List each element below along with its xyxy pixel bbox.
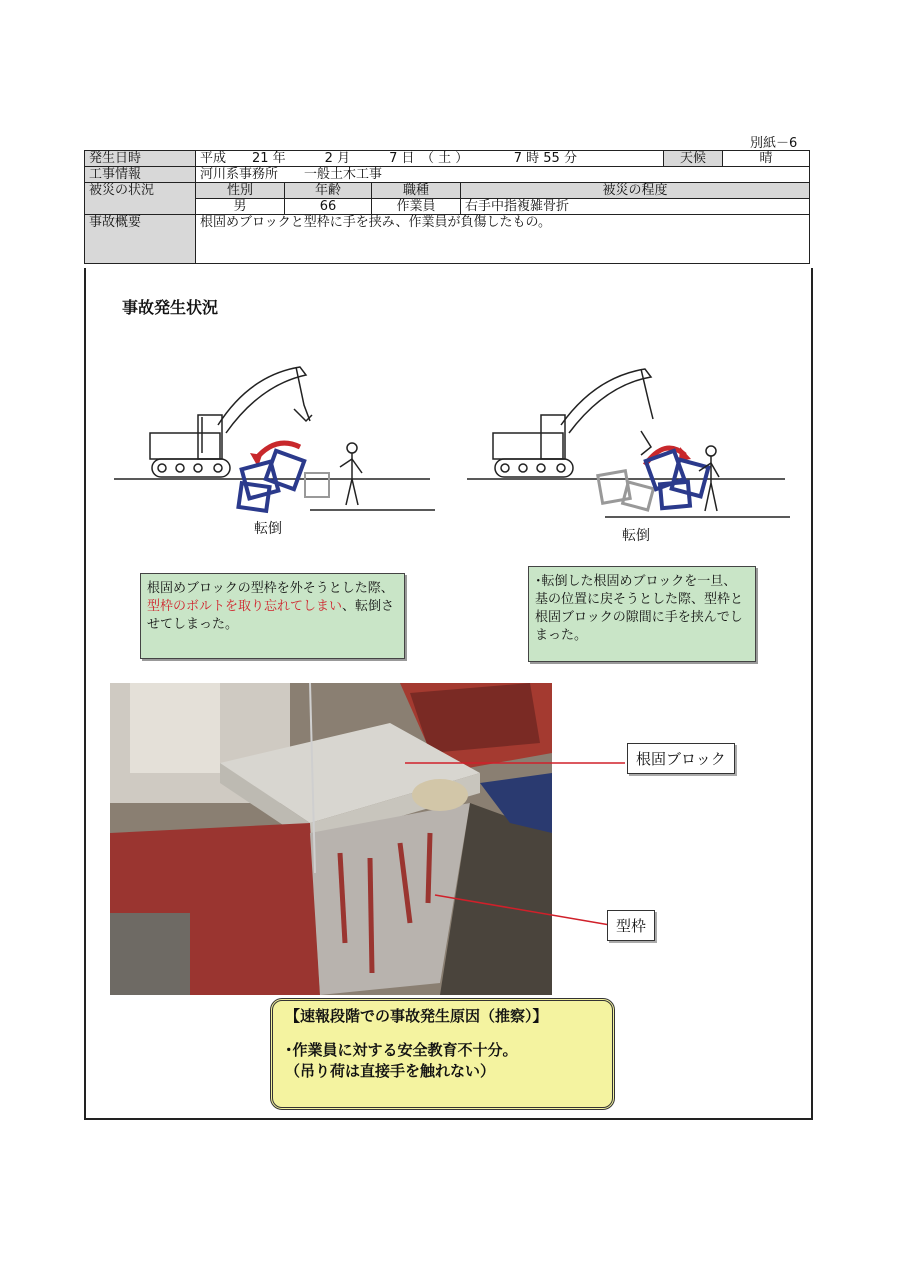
gender-label: 性別 [196,183,285,199]
note-left-highlight: 型枠のボルトを取り忘れてしまい [147,599,343,614]
degree-value: 右手中指複雑骨折 [461,199,810,215]
note-left-text-end: 、転倒させてしまった。 [147,599,395,632]
age-value: 66 [285,199,372,215]
note-right: ･転倒した根固めブロックを一旦、基の位置に戻そうとした際、型枠と根固ブロックの隙間に手を挟んでしまった。 [528,566,756,662]
job-value: 作業員 [372,199,461,215]
date-label: 発生日時 [85,151,196,167]
date-value: 平成 21 年 2 月 7 日 （ 土 ） 7 時 55 分 [196,151,664,167]
summary-value: 根固めブロックと型枠に手を挟み、作業員が負傷したもの。 [196,215,810,264]
summary-label: 事故概要 [85,215,196,264]
figure-caption-right: 転倒 [622,528,650,544]
figure-caption-left: 転倒 [254,521,282,537]
gender-value: 男 [196,199,285,215]
excavator-illustration-right [465,355,795,525]
excavator-illustration-left [110,355,440,520]
injury-label: 被災の状況 [85,183,196,215]
incident-header-table [84,150,810,264]
weather-value: 晴 [723,151,810,167]
degree-label: 被災の程度 [461,183,810,199]
cause-box [270,998,615,1110]
job-label: 職種 [372,183,461,199]
project-value: 河川系事務所 一般土木工事 [196,167,810,183]
callout-leader-lines [400,755,635,935]
callout-block: 根固ブロック [627,743,735,774]
project-label: 工事情報 [85,167,196,183]
annex-label: 別紙－6 [750,136,798,151]
cause-line-2: （吊り荷は直接手を触れない） [285,1062,496,1080]
cause-line-1: ･作業員に対する安全教育不十分。 [285,1041,518,1059]
cause-title: 【速報段階での事故発生原因（推察）】 [285,1007,548,1025]
weather-label: 天候 [664,151,723,167]
note-left [140,573,405,659]
section-title: 事故発生状況 [122,298,219,317]
callout-form: 型枠 [607,910,655,941]
age-label: 年齢 [285,183,372,199]
note-left-text: 根固めブロックの型枠を外そうとした際、 [147,581,394,596]
